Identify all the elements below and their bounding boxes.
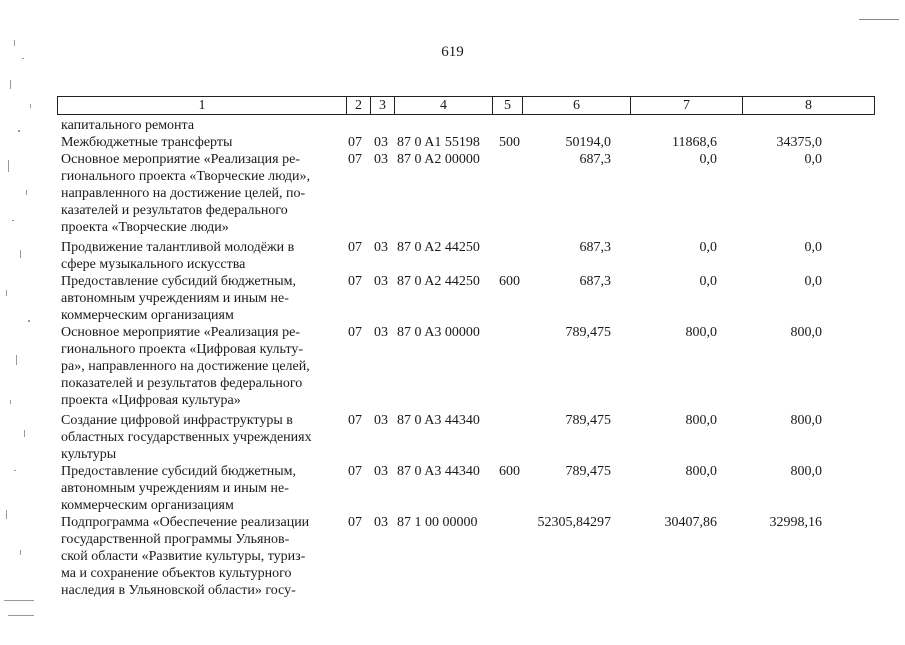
- row-name: [61, 134, 339, 151]
- row-name: [61, 151, 339, 236]
- row-amount-col8: 0,0: [804, 240, 822, 255]
- row-subsection: 03: [374, 274, 388, 289]
- row-amount-col8: 800,0: [790, 325, 822, 340]
- row-target-code: 87 0 A3 44340: [397, 464, 480, 479]
- row-name-line: казателей и результатов федерального: [61, 203, 288, 218]
- scan-corner-graphic: [859, 19, 899, 21]
- row-section: 07: [348, 240, 362, 255]
- row-amount-col7: 800,0: [685, 325, 717, 340]
- row-name-line: автономным учреждениям и иным не-: [61, 481, 289, 496]
- row-section: 07: [348, 515, 362, 530]
- row-name-line: культуры: [61, 447, 117, 462]
- row-amount-col7: 800,0: [685, 413, 717, 428]
- row-section: 07: [348, 413, 362, 428]
- scan-noise-graphic: [0, 0, 40, 640]
- header-col-5: 5: [492, 97, 522, 114]
- page-number: 619: [441, 44, 464, 60]
- row-name-line: областных государственных учреждениях: [61, 430, 312, 445]
- row-name-line: государственной программы Ульянов-: [61, 532, 290, 547]
- row-amount-col8: 34375,0: [776, 135, 822, 150]
- row-amount-col6: 687,3: [579, 152, 611, 167]
- header-col-1: 1: [198, 98, 206, 113]
- header-col-6: 6: [522, 97, 630, 114]
- row-section: 07: [348, 464, 362, 479]
- row-amount-col8: 0,0: [804, 152, 822, 167]
- row-target-code: 87 0 A1 55198: [397, 135, 480, 150]
- row-amount-col7: 30407,86: [664, 515, 717, 530]
- row-name-line: проекта «Творческие люди»: [61, 220, 229, 235]
- row-name: [61, 412, 339, 463]
- row-subsection: 03: [374, 413, 388, 428]
- row-section: 07: [348, 135, 362, 150]
- row-name-line: Продвижение талантливой молодёжи в: [61, 240, 295, 255]
- row-name-line: сфере музыкального искусства: [61, 257, 246, 272]
- scan-corner-mark: [859, 8, 899, 10]
- row-name-line: Основное мероприятие «Реализация ре-: [61, 152, 300, 167]
- row-amount-col7: 800,0: [685, 464, 717, 479]
- row-name: [61, 324, 339, 409]
- row-name-line: Подпрограмма «Обеспечение реализации: [61, 515, 310, 530]
- row-name-line: ма и сохранение объектов культурного: [61, 566, 292, 581]
- row-amount-col7: 11868,6: [672, 135, 717, 150]
- row-subsection: 03: [374, 240, 388, 255]
- row-amount-col7: 0,0: [699, 274, 717, 289]
- row-target-code: 87 0 A2 44250: [397, 240, 480, 255]
- row-name: [61, 239, 339, 273]
- header-col-4: 4: [394, 97, 492, 114]
- row-name: [61, 117, 339, 134]
- row-amount-col6: 50194,0: [565, 135, 611, 150]
- header-col-8: 8: [742, 97, 874, 114]
- header-col-2: 2: [346, 97, 370, 114]
- row-section: 07: [348, 152, 362, 167]
- row-subsection: 03: [374, 152, 388, 167]
- row-name-line: направленного на достижение целей, по-: [61, 186, 306, 201]
- row-name-line: гионального проекта «Цифровая культу-: [61, 342, 303, 357]
- row-amount-col8: 800,0: [790, 464, 822, 479]
- row-target-code: 87 0 A3 44340: [397, 413, 480, 428]
- row-target-code: 87 0 A2 44250: [397, 274, 480, 289]
- row-amount-col6: 789,475: [565, 325, 611, 340]
- row-name-line: Основное мероприятие «Реализация ре-: [61, 325, 300, 340]
- row-section: 07: [348, 325, 362, 340]
- row-name-line: проекта «Цифровая культура»: [61, 393, 241, 408]
- row-amount-col6: 789,475: [565, 413, 611, 428]
- row-name-line: Создание цифровой инфраструктуры в: [61, 413, 293, 428]
- row-subsection: 03: [374, 135, 388, 150]
- row-name-line: коммерческим организациям: [61, 308, 234, 323]
- row-amount-col6: 687,3: [579, 240, 611, 255]
- row-amount-col6: 789,475: [565, 464, 611, 479]
- row-name-line: коммерческим организациям: [61, 498, 234, 513]
- row-name: [61, 273, 339, 324]
- row-name-line: показателей и результатов федерального: [61, 376, 303, 391]
- row-target-code: 87 1 00 00000: [397, 515, 478, 530]
- row-subsection: 03: [374, 325, 388, 340]
- row-name-line: гионального проекта «Творческие люди»,: [61, 169, 311, 184]
- budget-table: [57, 96, 875, 598]
- scan-margin-noise: [0, 0, 40, 640]
- row-expense-type: 500: [499, 135, 520, 150]
- row-amount-col7: 0,0: [699, 240, 717, 255]
- row-name-line: Предоставление субсидий бюджетным,: [61, 464, 297, 479]
- row-amount-col6: 52305,84297: [537, 515, 611, 530]
- table-header-row: [57, 96, 875, 115]
- row-name: [61, 514, 339, 599]
- row-name-line: Межбюджетные трансферты: [61, 135, 233, 150]
- row-subsection: 03: [374, 515, 388, 530]
- row-amount-col8: 32998,16: [769, 515, 822, 530]
- row-amount-col8: 800,0: [790, 413, 822, 428]
- row-target-code: 87 0 A2 00000: [397, 152, 480, 167]
- row-name-line: Предоставление субсидий бюджетным,: [61, 274, 297, 289]
- row-amount-col7: 0,0: [699, 152, 717, 167]
- row-subsection: 03: [374, 464, 388, 479]
- row-expense-type: 600: [499, 274, 520, 289]
- row-name-line: капитального ремонта: [61, 118, 195, 133]
- row-section: 07: [348, 274, 362, 289]
- row-name: [61, 463, 339, 514]
- row-name-line: наследия в Ульяновской области» госу-: [61, 583, 296, 598]
- row-expense-type: 600: [499, 464, 520, 479]
- row-target-code: 87 0 A3 00000: [397, 325, 480, 340]
- row-amount-col8: 0,0: [804, 274, 822, 289]
- row-name-line: ра», направленного на достижение целей,: [61, 359, 310, 374]
- row-name-line: ской области «Развитие культуры, туриз-: [61, 549, 306, 564]
- row-amount-col6: 687,3: [579, 274, 611, 289]
- header-col-7: 7: [630, 97, 742, 114]
- header-col-3: 3: [370, 97, 394, 114]
- row-name-line: автономным учреждениям и иным не-: [61, 291, 289, 306]
